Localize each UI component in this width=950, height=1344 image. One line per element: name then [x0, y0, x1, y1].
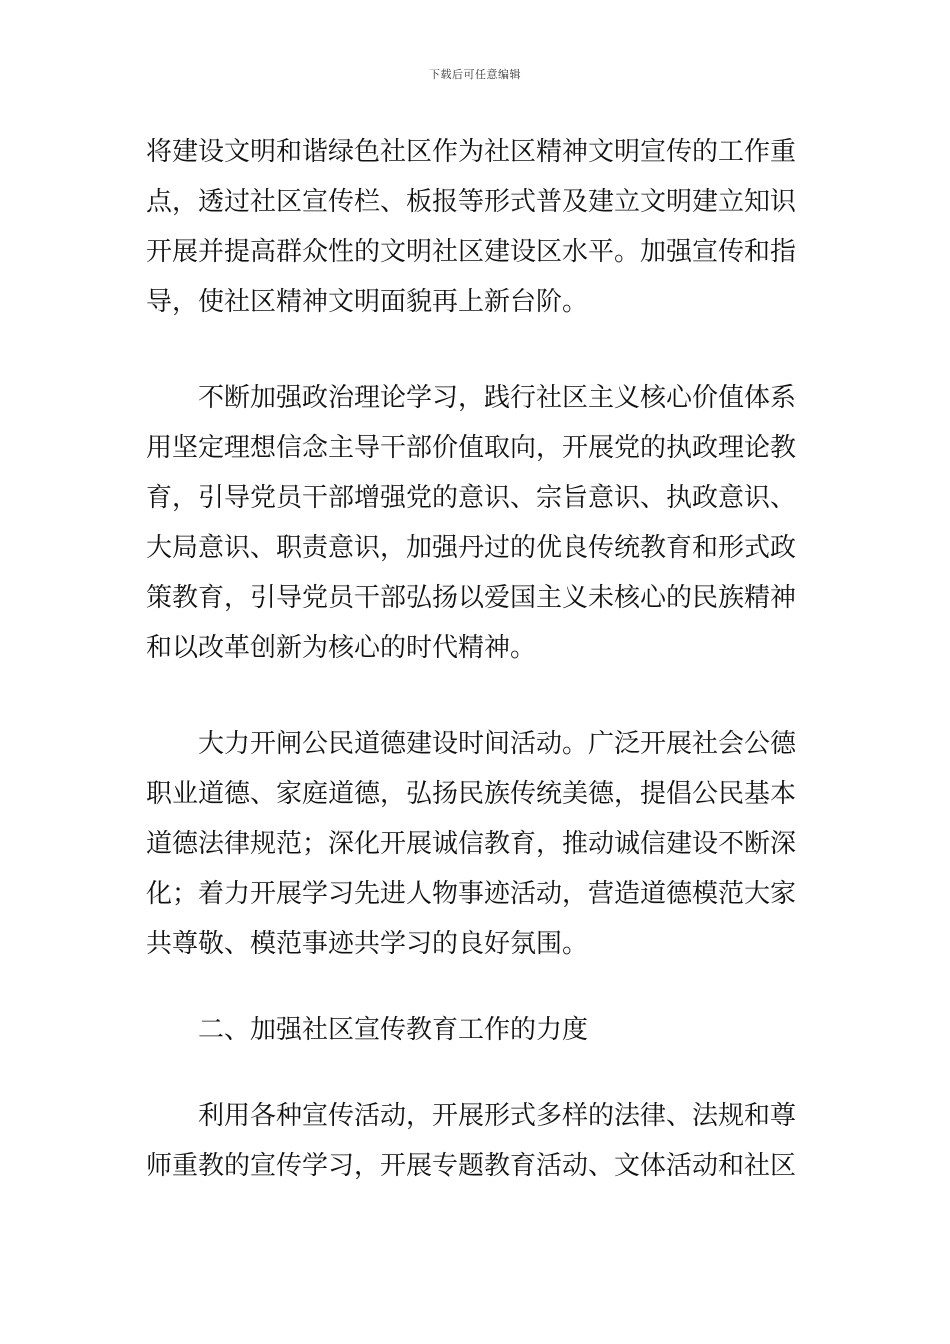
paragraph-line: 职业道德、家庭道德，弘扬民族传统美德，提倡公民基本 [146, 779, 797, 809]
paragraph-spacer [146, 1055, 811, 1091]
paragraph-spacer [146, 969, 811, 1005]
paragraph-line: 将建设文明和谐绿色社区作为社区精神文明宣传的工作重 [146, 137, 797, 167]
paragraph-line: 导，使社区精神文明面貌再上新台阶。 [146, 287, 589, 317]
paragraph-3 [146, 719, 811, 969]
paragraph-spacer [146, 327, 811, 373]
header-note: 下载后可任意编辑 [429, 68, 521, 81]
paragraph-line: 育，引导党员干部增强党的意识、宗旨意识、执政意识、 [146, 483, 797, 513]
section-heading-text: 二、加强社区宣传教育工作的力度 [198, 1015, 589, 1045]
paragraph-line: 大局意识、职责意识，加强丹过的优良传统教育和形式政 [146, 533, 797, 563]
paragraph-line: 大力开闸公民道德建设时间活动。广泛开展社会公德 [198, 729, 797, 759]
paragraph-line: 和以改革创新为核心的时代精神。 [146, 633, 537, 663]
document-body [146, 127, 811, 1191]
paragraph-1 [146, 127, 811, 327]
paragraph-2 [146, 373, 811, 673]
paragraph-line: 点，透过社区宣传栏、板报等形式普及建立文明建立知识 [146, 187, 797, 217]
paragraph-line: 道德法律规范；深化开展诚信教育，推动诚信建设不断深 [146, 829, 797, 859]
paragraph-line: 共尊敬、模范事迹共学习的良好氛围。 [146, 929, 589, 959]
paragraph-line: 策教育，引导党员干部弘扬以爱国主义未核心的民族精神 [146, 583, 797, 613]
section-heading [146, 1005, 811, 1055]
paragraph-line: 开展并提高群众性的文明社区建设区水平。加强宣传和指 [146, 237, 797, 267]
paragraph-line: 不断加强政治理论学习，践行社区主义核心价值体系 [198, 383, 797, 413]
paragraph-line: 用坚定理想信念主导干部价值取向，开展党的执政理论教 [146, 433, 797, 463]
paragraph-line: 利用各种宣传活动，开展形式多样的法律、法规和尊 [198, 1101, 797, 1131]
paragraph-line: 师重教的宣传学习，开展专题教育活动、文体活动和社区 [146, 1151, 797, 1181]
paragraph-line: 化；着力开展学习先进人物事迹活动，营造道德模范大家 [146, 879, 797, 909]
paragraph-5 [146, 1091, 811, 1191]
paragraph-spacer [146, 673, 811, 719]
